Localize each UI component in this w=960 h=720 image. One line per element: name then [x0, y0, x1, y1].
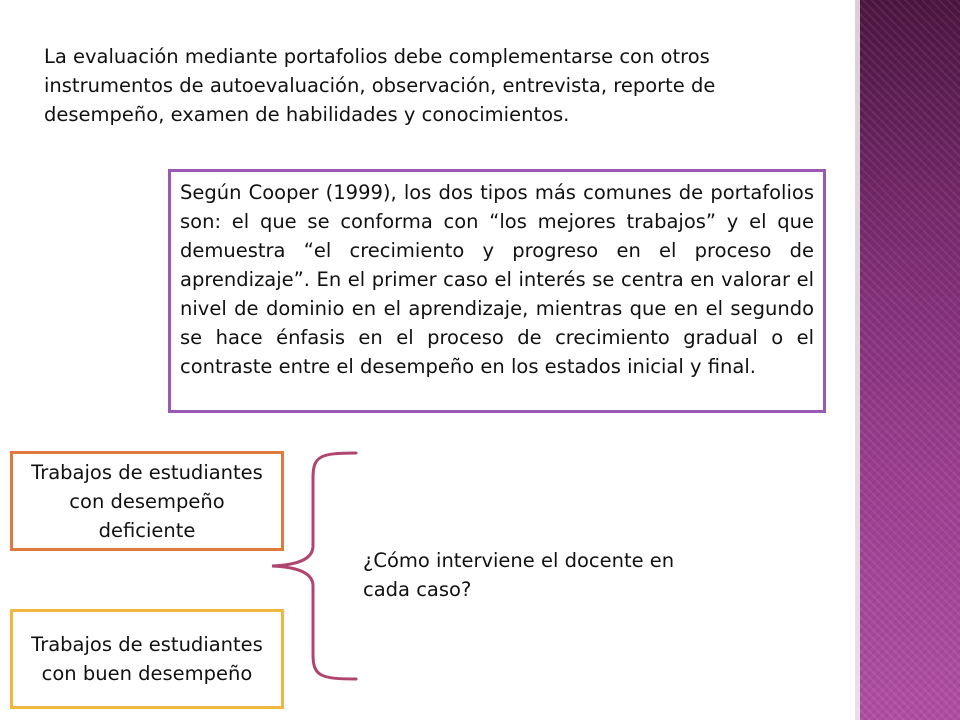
curly-brace-icon — [268, 448, 363, 684]
question-text: ¿Cómo interviene el docente en cada caso? — [363, 549, 675, 601]
cooper-quote-text: Según Cooper (1999), los dos tipos más comunes de portafolios son: el que se conforma con “los mejores trabajos” y el que demuestra “el crecimiento y progreso en el proceso de aprendizaje”. En el primer caso el interés se centra en valorar el nivel de dominio en el aprendizaje, mientras que en el segundo se hace énfasis en el proceso de crecimiento gradual o el contraste entre el desempeño en los estados inicial y final. — [180, 181, 814, 378]
good-performance-label: Trabajos de estudiantes con buen desempeño — [31, 633, 263, 685]
decorative-side-band — [860, 0, 960, 720]
cooper-quote-box — [168, 169, 826, 413]
intro-paragraph: La evaluación mediante portafolios debe complementarse con otros instrumentos de autoevaluación, observación, entrevista, reporte de desempeño, examen de habilidades y conocimientos. — [44, 45, 716, 126]
good-performance-box — [10, 609, 284, 709]
deficient-performance-label: Trabajos de estudiantes con desempeño deficiente — [31, 460, 263, 542]
deficient-performance-box — [10, 451, 284, 551]
